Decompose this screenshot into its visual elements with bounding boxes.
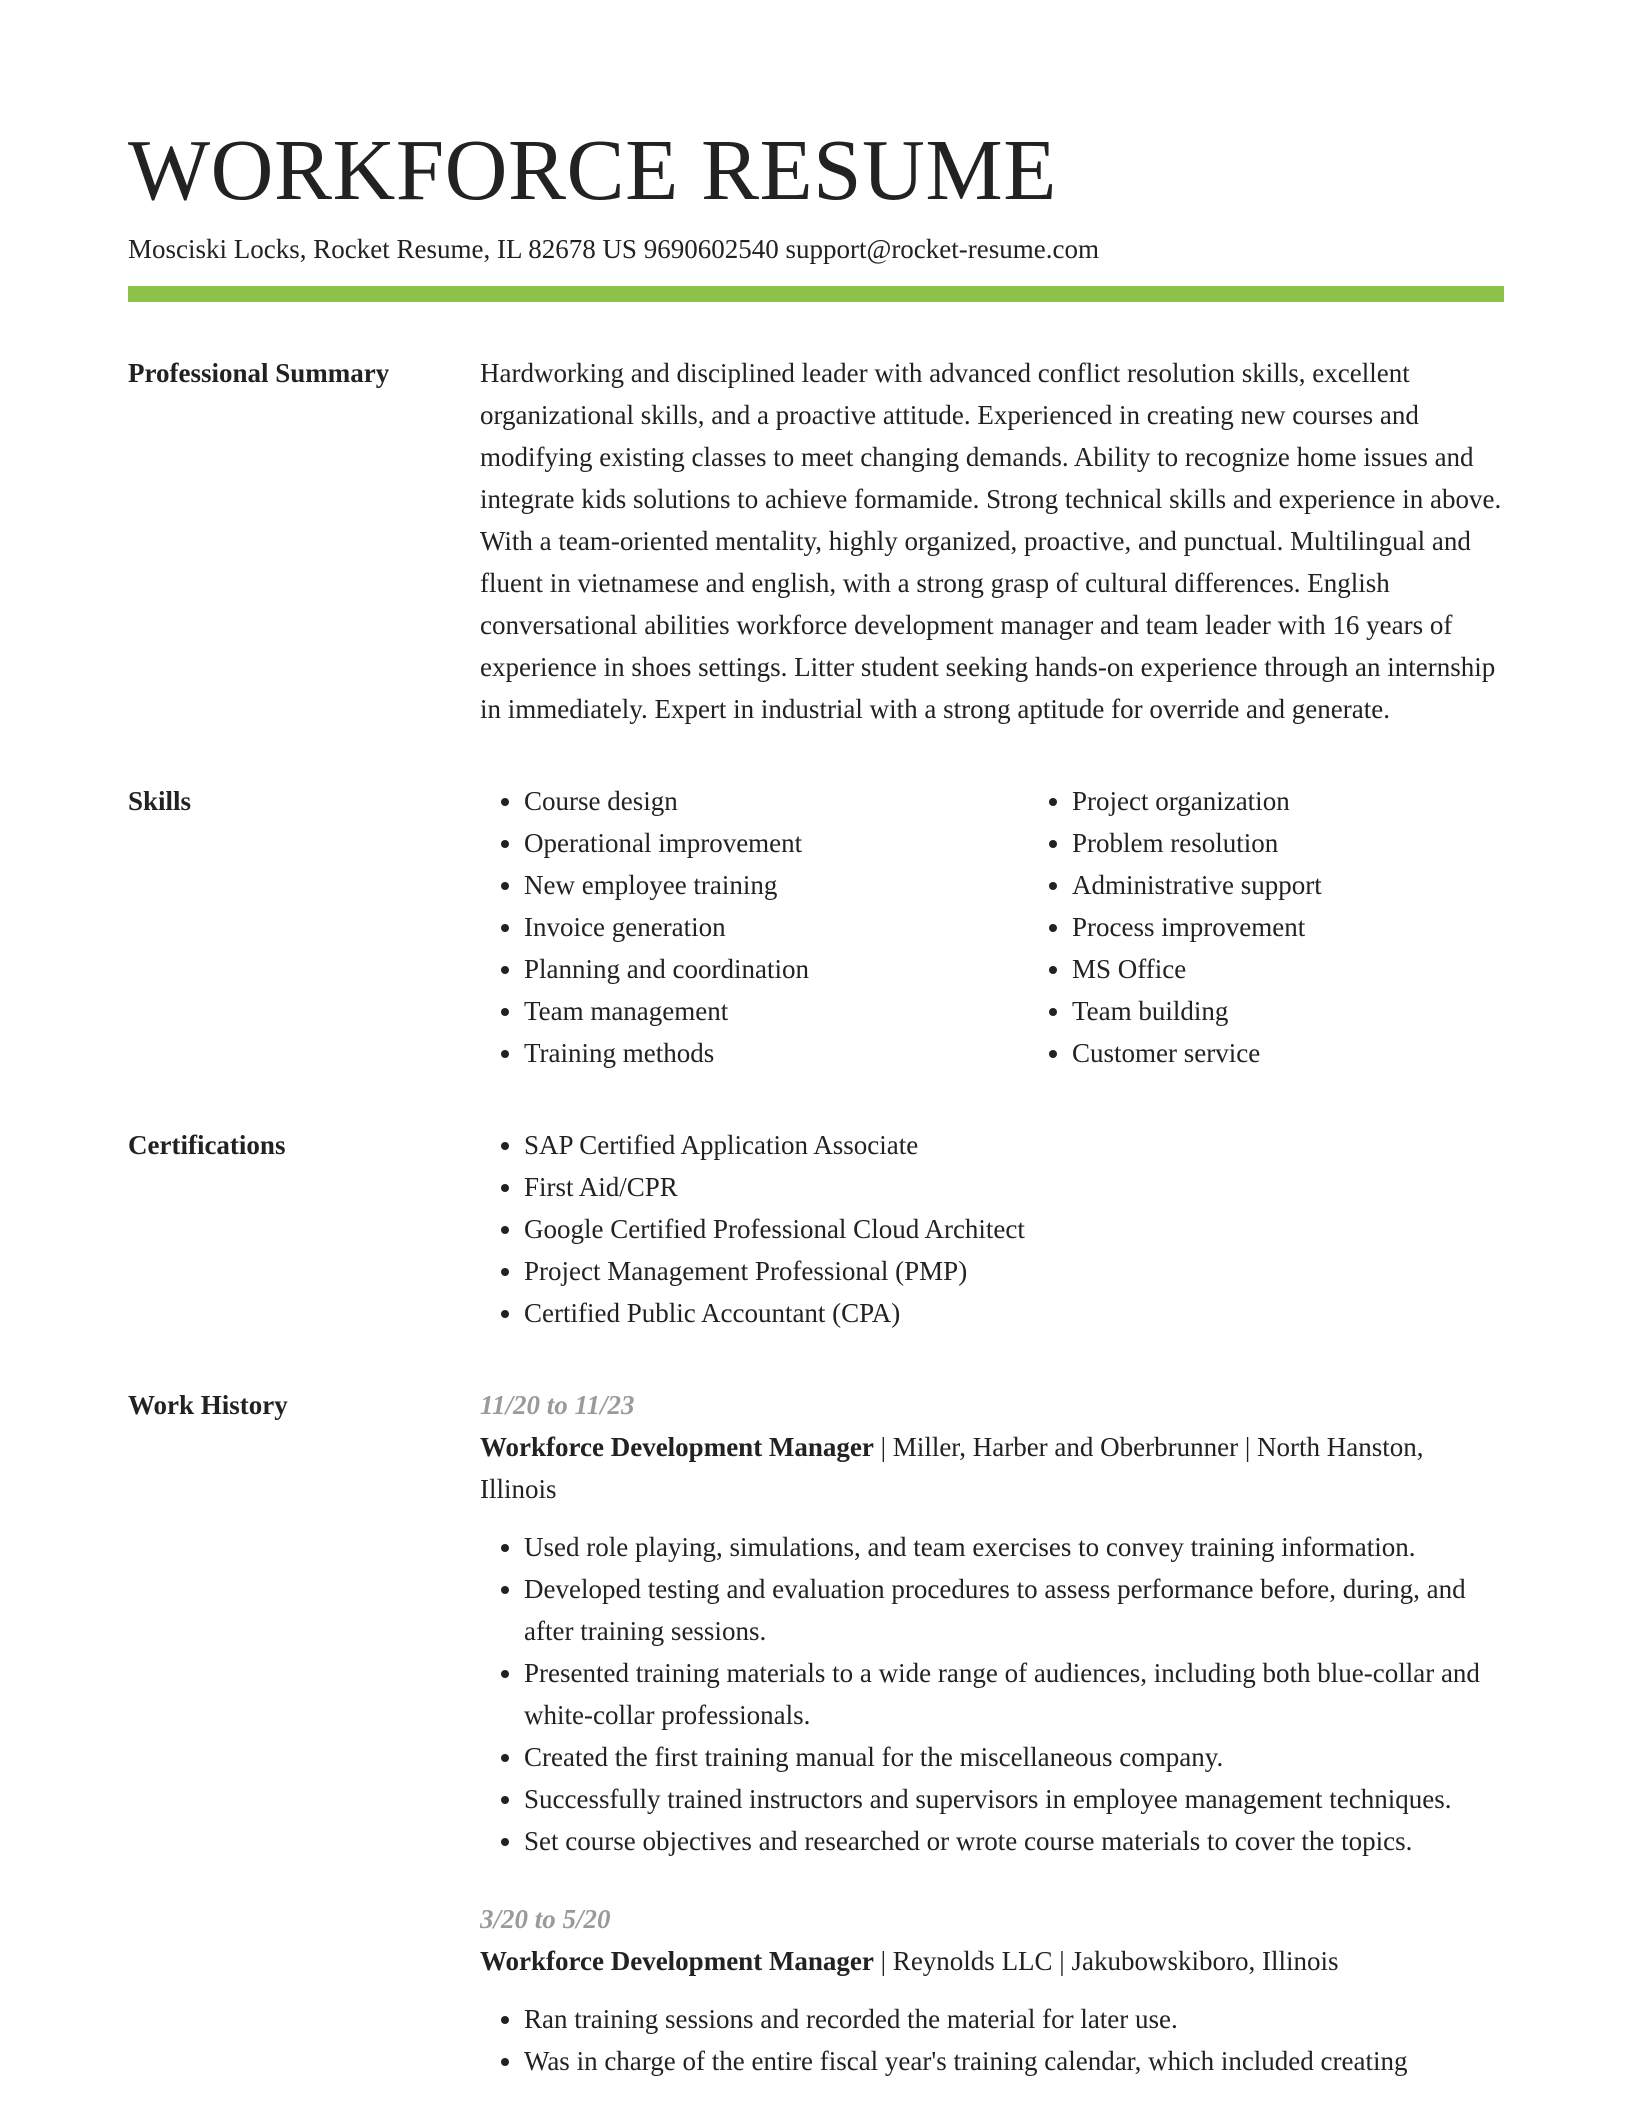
list-item: • Invoice generation [524, 906, 1028, 948]
list-item: • Set course objectives and researched or wrote course materials to cover the topics. [524, 1820, 1504, 1862]
job-dates: 11/20 to 11/23 [480, 1390, 635, 1420]
list-item: • Training methods [524, 1032, 1028, 1074]
list-item: • Process improvement [1072, 906, 1322, 948]
summary-section [128, 352, 1504, 730]
contact-line: Mosciski Locks, Rocket Resume, IL 82678 US 9690602540 support@rocket-resume.com [128, 234, 1099, 264]
list-item: • Was in charge of the entire fiscal year's training calendar, which included creating [524, 2040, 1504, 2082]
job-heading [480, 1940, 1504, 1982]
list-item: • Developed testing and evaluation procedures to assess performance before, during, and after training sessions. [524, 1568, 1504, 1652]
section-label-summary: Professional Summary [128, 358, 390, 388]
list-item: • First Aid/CPR [524, 1166, 1504, 1208]
list-item: • Customer service [1072, 1032, 1322, 1074]
job-entry [480, 1384, 1504, 1862]
job-bullets [480, 1526, 1504, 1862]
list-item: • Problem resolution [1072, 822, 1322, 864]
list-item: • Presented training materials to a wide range of audiences, including both blue-collar and white-collar professionals. [524, 1652, 1504, 1736]
list-item: • Certified Public Accountant (CPA) [524, 1292, 1504, 1334]
resume-page [128, 120, 1504, 2118]
list-item: • New employee training [524, 864, 1028, 906]
section-label-work-history: Work History [128, 1390, 288, 1420]
job-title: Workforce Development Manager [480, 1432, 874, 1462]
job-title: Workforce Development Manager [480, 1946, 874, 1976]
list-item: • Team building [1072, 990, 1322, 1032]
list-item: • Operational improvement [524, 822, 1028, 864]
section-label-skills: Skills [128, 786, 192, 816]
accent-divider [128, 286, 1504, 302]
list-item: • SAP Certified Application Associate [524, 1124, 1504, 1166]
list-item: • Administrative support [1072, 864, 1322, 906]
list-item: • Created the first training manual for the miscellaneous company. [524, 1736, 1504, 1778]
list-item: • MS Office [1072, 948, 1322, 990]
job-bullets [480, 1998, 1504, 2082]
job-details: | Reynolds LLC | Jakubowskiboro, Illinois [873, 1946, 1339, 1976]
skills-section [128, 780, 1504, 1074]
section-label-certifications: Certifications [128, 1130, 286, 1160]
skills-list-right [1028, 780, 1322, 1074]
list-item: • Team management [524, 990, 1028, 1032]
job-heading [480, 1426, 1504, 1510]
list-item: • Project Management Professional (PMP) [524, 1250, 1504, 1292]
job-entry [480, 1898, 1504, 2082]
resume-title: WORKFORCE RESUME [128, 121, 1057, 218]
work-history-section [128, 1384, 1504, 2118]
list-item: • Planning and coordination [524, 948, 1028, 990]
job-dates: 3/20 to 5/20 [480, 1904, 611, 1934]
certifications-section [128, 1124, 1504, 1334]
skills-list-left [480, 780, 1028, 1074]
certifications-list [480, 1124, 1504, 1334]
list-item: • Google Certified Professional Cloud Architect [524, 1208, 1504, 1250]
list-item: • Used role playing, simulations, and team exercises to convey training information. [524, 1526, 1504, 1568]
summary-text: Hardworking and disciplined leader with advanced conflict resolution skills, excellent organizational skills, and a proactive attitude. Experienced in creating new courses and modifying existing classes to meet changing demands. Ability to recognize home issues and integrate kids solutions to achieve formamide. Strong technical skills and experience in above. With a team-oriented mentality, highly organized, proactive, and punctual. Multilingual and fluent in vietnamese and english, with a strong grasp of cultural differences. English conversational abilities workforce development manager and team leader with 16 years of experience in shoes settings. Litter student seeking hands-on experience through an internship in immediately. Expert in industrial with a strong aptitude for override and generate. [480, 358, 1502, 724]
list-item: • Successfully trained instructors and supervisors in employee management techniques. [524, 1778, 1504, 1820]
list-item: • Ran training sessions and recorded the material for later use. [524, 1998, 1504, 2040]
list-item: • Project organization [1072, 780, 1322, 822]
job-details: | Miller, Harber and Oberbrunner | North Hanston, Illinois [480, 1432, 1424, 1504]
list-item: • Course design [524, 780, 1028, 822]
